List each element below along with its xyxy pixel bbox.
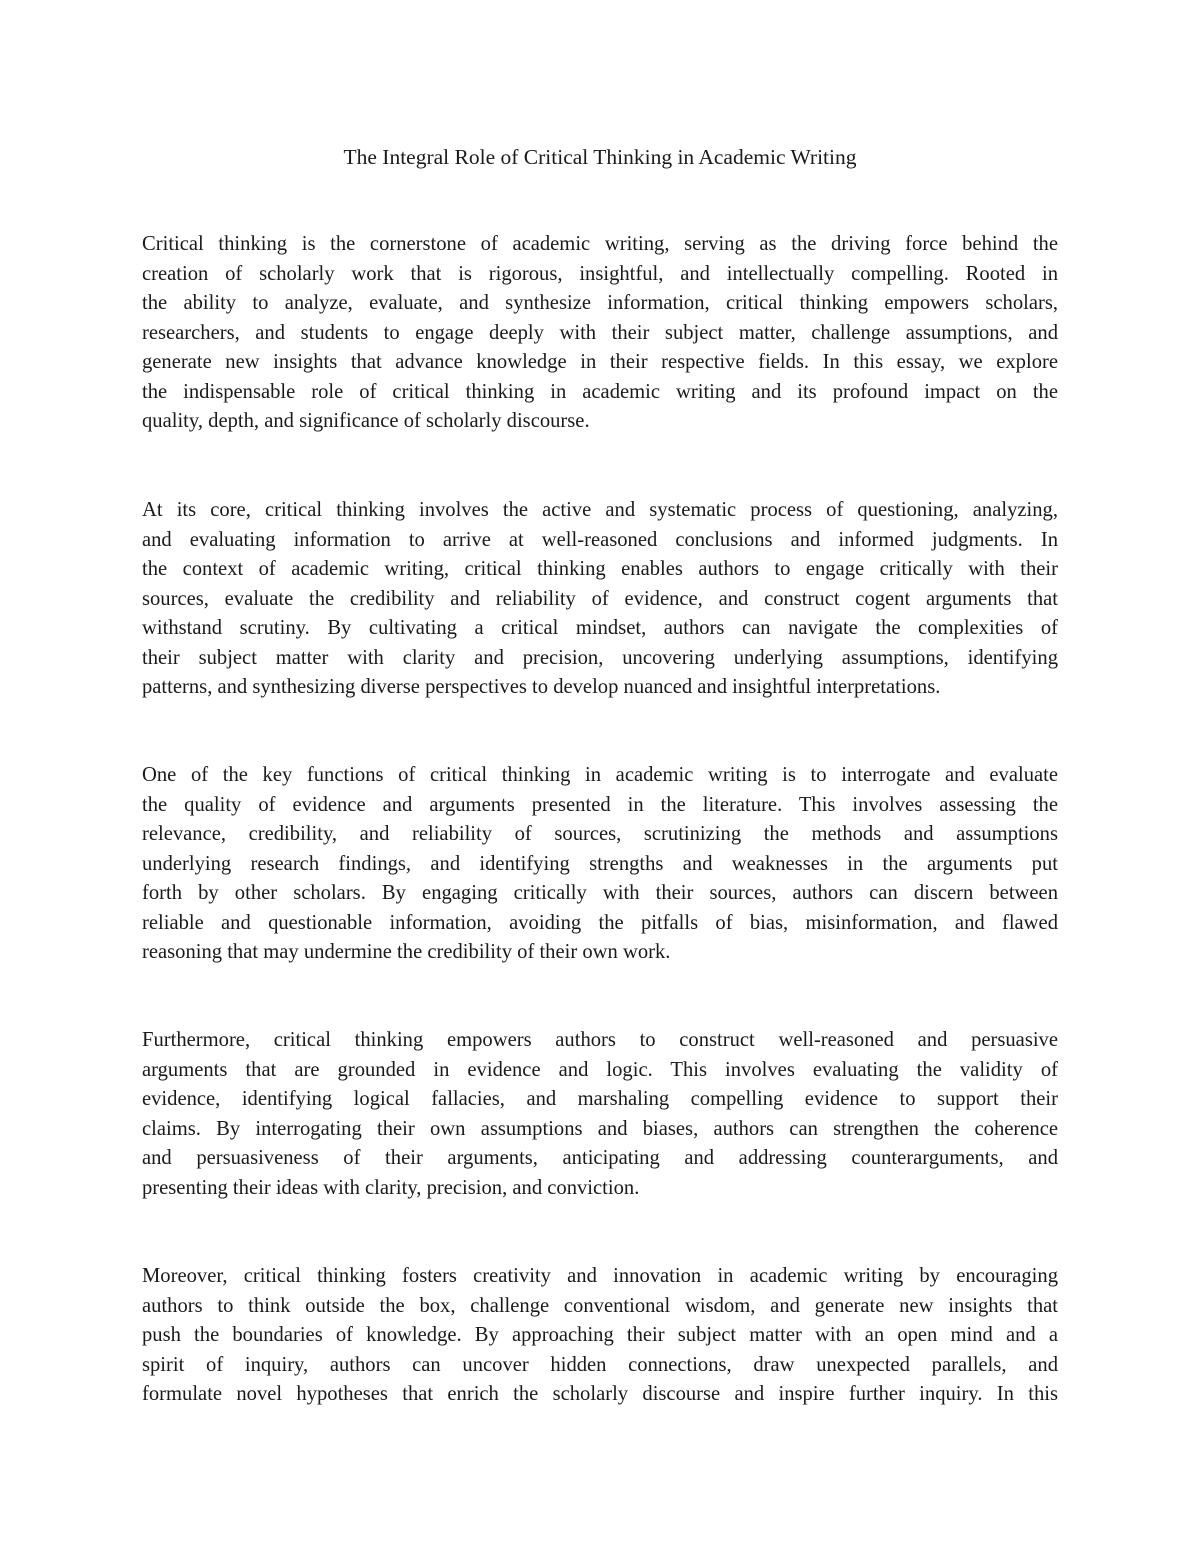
paragraph-line: authors to think outside the box, challenge conventional wisdom, and generate new insights that <box>142 1294 1058 1317</box>
paragraph-line: Furthermore, critical thinking empowers authors to construct well-reasoned and persuasive <box>142 1029 1058 1051</box>
paragraph-5 <box>142 1262 1058 1410</box>
paragraph-line: claims. By interrogating their own assumptions and biases, authors can strengthen the coherence <box>142 1117 1058 1140</box>
paragraph-2 <box>142 496 1058 703</box>
paragraph-line: One of the key functions of critical thinking in academic writing is to interrogate and evaluate <box>142 764 1058 786</box>
paragraph-4 <box>142 1026 1058 1203</box>
paragraph-line: the indispensable role of critical thinking in academic writing and its profound impact on the <box>142 380 1058 403</box>
paragraph-line: researchers, and students to engage deeply with their subject matter, challenge assumptions, and <box>142 321 1058 344</box>
paragraph-line: the ability to analyze, evaluate, and synthesize information, critical thinking empowers scholars, <box>142 292 1058 314</box>
paragraph-line: reasoning that may undermine the credibility of their own work. <box>142 941 671 963</box>
paragraph-line: underlying research findings, and identifying strengths and weaknesses in the arguments put <box>142 852 1058 875</box>
paragraph-line: presenting their ideas with clarity, precision, and conviction. <box>142 1176 640 1199</box>
paragraph-line: reliable and questionable information, avoiding the pitfalls of bias, misinformation, and flawed <box>142 911 1058 934</box>
paragraph-line: withstand scrutiny. By cultivating a critical mindset, authors can navigate the complexities of <box>142 617 1058 639</box>
paragraph-line: their subject matter with clarity and precision, uncovering underlying assumptions, identifying <box>142 646 1058 669</box>
paragraph-line: and evaluating information to arrive at well-reasoned conclusions and informed judgments. In <box>142 528 1058 551</box>
paragraph-3 <box>142 761 1058 968</box>
paragraph-1 <box>142 230 1058 437</box>
paragraph-line: evidence, identifying logical fallacies, and marshaling compelling evidence to support their <box>142 1088 1058 1110</box>
paragraph-line: creation of scholarly work that is rigorous, insightful, and intellectually compelling. Rooted in <box>142 262 1058 285</box>
paragraph-line: patterns, and synthesizing diverse perspectives to develop nuanced and insightful interpretations. <box>142 676 941 698</box>
paragraph-line: spirit of inquiry, authors can uncover hidden connections, draw unexpected parallels, and <box>142 1353 1058 1376</box>
paragraph-line: push the boundaries of knowledge. By approaching their subject matter with an open mind and a <box>142 1324 1058 1346</box>
paragraph-line: sources, evaluate the credibility and reliability of evidence, and construct cogent arguments that <box>142 587 1058 610</box>
paragraph-line: relevance, credibility, and reliability of sources, scrutinizing the methods and assumptions <box>142 823 1058 845</box>
paragraph-line: Moreover, critical thinking fosters creativity and innovation in academic writing by encouraging <box>142 1265 1058 1287</box>
paragraph-line: the context of academic writing, critical thinking enables authors to engage critically with their <box>142 558 1058 580</box>
paragraph-line: the quality of evidence and arguments presented in the literature. This involves assessing the <box>142 793 1058 816</box>
paragraph-line: and persuasiveness of their arguments, anticipating and addressing counterarguments, and <box>142 1147 1058 1169</box>
paragraph-line: At its core, critical thinking involves the active and systematic process of questioning, analyzing, <box>142 499 1058 521</box>
document-title: The Integral Role of Critical Thinking in Academic Writing <box>343 145 857 169</box>
paragraph-line: forth by other scholars. By engaging critically with their sources, authors can discern between <box>142 882 1058 904</box>
paragraph-line: arguments that are grounded in evidence and logic. This involves evaluating the validity of <box>142 1058 1058 1081</box>
paragraph-line: Critical thinking is the cornerstone of academic writing, serving as the driving force behind the <box>142 233 1058 255</box>
paragraph-line: quality, depth, and significance of scholarly discourse. <box>142 410 590 432</box>
paragraph-line: formulate novel hypotheses that enrich the scholarly discourse and inspire further inquiry. In this <box>142 1383 1058 1405</box>
paragraph-line: generate new insights that advance knowledge in their respective fields. In this essay, we explore <box>142 351 1058 373</box>
